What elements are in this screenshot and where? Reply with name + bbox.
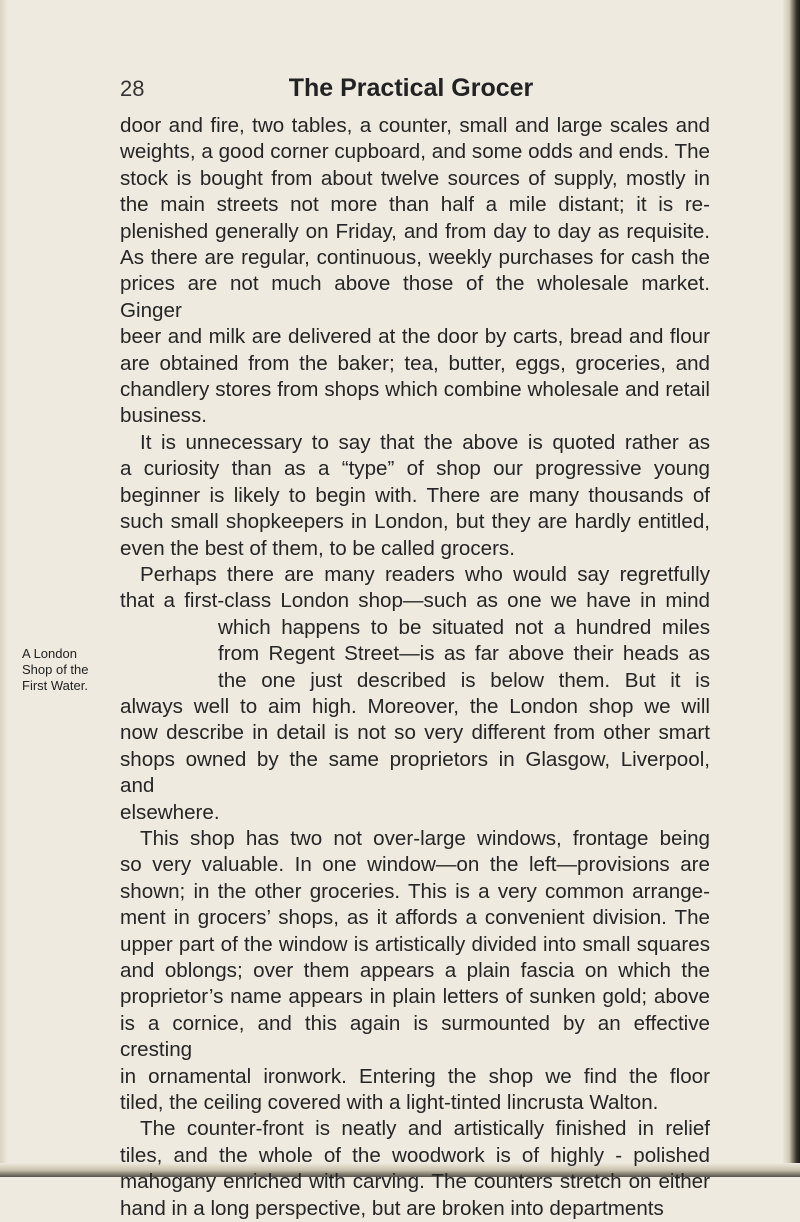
text-line: even the best of them, to be called grocers. xyxy=(120,536,515,560)
text-line: shown; in the other groceries. This is a very common arrange- xyxy=(120,879,710,903)
text-line: tiled, the ceiling covered with a light-tinted lincrusta Walton. xyxy=(120,1091,659,1115)
text-line: so very valuable. In one window—on the left—provisions are xyxy=(120,853,710,877)
text-line: mahogany enriched with carving. The counters stretch on either xyxy=(120,1170,710,1194)
margin-note-line: Shop of the xyxy=(22,662,89,677)
text-line: is a cornice, and this again is surmounted by an effective cresting xyxy=(120,1011,710,1062)
text-line: elsewhere. xyxy=(120,800,220,824)
text-line: It is unnecessary to say that the above is quoted rather as xyxy=(140,430,710,454)
margin-note xyxy=(22,646,122,694)
text-line: the main streets not more than half a mile distant; it is re- xyxy=(120,193,710,217)
text-line: shops owned by the same proprietors in Glasgow, Liverpool, and xyxy=(120,747,710,798)
running-title: The Practical Grocer xyxy=(288,74,534,102)
paragraph xyxy=(120,113,710,430)
text-line: in ornamental ironwork. Entering the shop we find the floor xyxy=(120,1064,710,1088)
page-number: 28 xyxy=(120,76,145,101)
text-line: weights, a good corner cupboard, and some odds and ends. The xyxy=(120,140,710,164)
page-edge-right xyxy=(782,0,800,1177)
text-line: tiles, and the whole of the woodwork is of highly - polished xyxy=(120,1143,710,1167)
text-line: proprietor’s name appears in plain letters of sunken gold; above xyxy=(120,985,710,1009)
text-line: are obtained from the baker; tea, butter, eggs, groceries, and xyxy=(120,351,710,375)
text-line: from Regent Street—is as far above their heads as xyxy=(218,642,710,666)
text-line: As there are regular, continuous, weekly purchases for cash the xyxy=(120,246,710,270)
text-line: beginner is likely to begin with. There are many thousands of xyxy=(120,483,710,507)
paragraph xyxy=(120,430,710,562)
text-line: Perhaps there are many readers who would say regretfully xyxy=(140,562,710,586)
text-line: prices are not much above those of the wholesale market. Ginger xyxy=(120,272,710,322)
paragraph xyxy=(120,826,710,1116)
text-line: plenished generally on Friday, and from day to day as requisite. xyxy=(120,219,710,243)
text-line: a curiosity than as a “type” of shop our progressive young xyxy=(120,457,710,481)
text-line: This shop has two not over-large windows, frontage being xyxy=(140,826,710,850)
paragraph xyxy=(120,1116,710,1222)
text-line: hand in a long perspective, but are broken into departments xyxy=(120,1196,664,1220)
text-line: and oblongs; over them appears a plain fascia on which the xyxy=(120,959,710,982)
body-text xyxy=(120,113,710,1222)
margin-note-line: First Water. xyxy=(22,678,88,693)
text-line: that a first-class London shop—such as one we have in mind xyxy=(120,589,710,613)
page-edge-left xyxy=(0,0,8,1177)
text-line: beer and milk are delivered at the door by carts, bread and flour xyxy=(120,325,710,349)
paragraph xyxy=(120,562,710,826)
text-line: business. xyxy=(120,404,208,428)
margin-note-line: A London xyxy=(22,646,77,661)
text-line: upper part of the window is artistically divided into small squares xyxy=(120,932,710,956)
text-line: ment in grocers’ shops, as it affords a convenient division. The xyxy=(120,906,710,930)
text-line: now describe in detail is not so very different from other smart xyxy=(120,721,710,745)
text-line: always well to aim high. Moreover, the London shop we will xyxy=(120,694,710,718)
text-line: stock is bought from about twelve sources of supply, mostly in xyxy=(120,166,710,190)
text-line: the one just described is below them. But it is xyxy=(218,668,710,692)
text-line: which happens to be situated not a hundred miles xyxy=(218,615,710,639)
text-line: The counter-front is neatly and artistically finished in relief xyxy=(140,1117,710,1141)
text-line: such small shopkeepers in London, but they are hardly entitled, xyxy=(120,510,710,534)
text-line: door and fire, two tables, a counter, small and large scales and xyxy=(120,114,710,137)
text-line: chandlery stores from shops which combine wholesale and retail xyxy=(120,378,710,402)
page-header xyxy=(120,76,702,106)
